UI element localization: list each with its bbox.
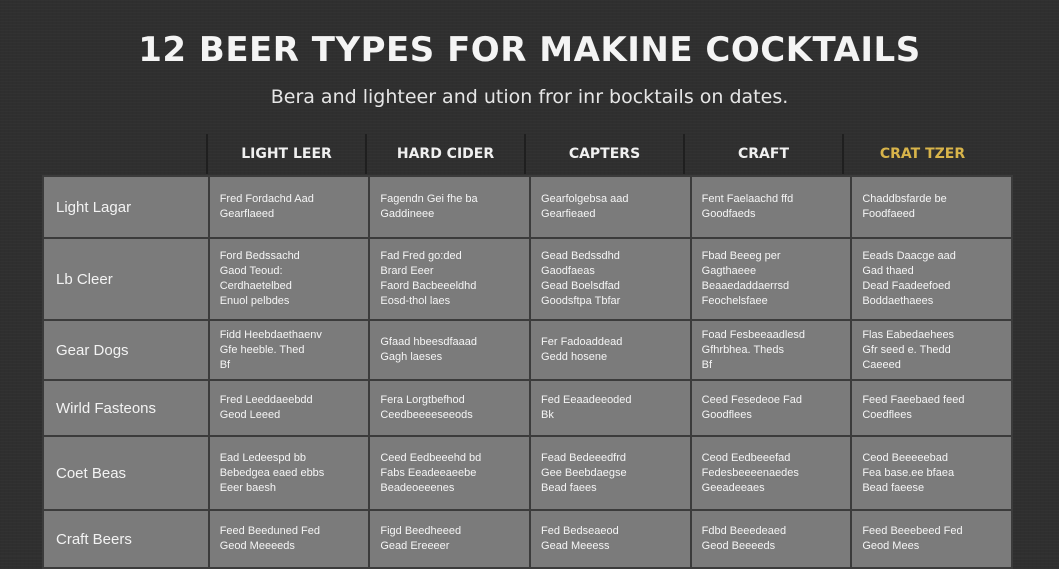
- cell-text-line: Boddaethaees: [862, 295, 934, 307]
- cell-text-line: Flas Eabedaehees: [862, 328, 955, 341]
- cell-text-line: Foodfaeed: [862, 208, 915, 220]
- cell-text-line: Gedd hosene: [541, 351, 608, 363]
- cell-text-line: Fred Fordachd Aad: [219, 193, 314, 205]
- table-cell: [691, 510, 852, 568]
- table-row: [43, 238, 1012, 320]
- column-header-row: [42, 134, 1013, 174]
- row-label: Light Lagar: [43, 176, 209, 238]
- page-title: 12 BEER TYPES FOR MAKINE COCKTAILS: [138, 30, 921, 70]
- cell-text-line: Eosd-thol laes: [380, 295, 451, 307]
- table-cell: [209, 436, 370, 510]
- cell-text-line: Ceod Beeeeebad: [862, 451, 948, 464]
- cell-text-line: Bead faees: [541, 481, 597, 494]
- cell-text-line: Gead Ereeeer: [380, 540, 450, 552]
- table-cell: [691, 320, 852, 380]
- cell-text-line: Gearfolgebsa aad: [541, 193, 629, 205]
- cell-text-line: Feed Beeebeed Fed: [862, 525, 963, 537]
- cell-text-line: Gead Bedssdhd: [541, 250, 620, 262]
- cell-text-line: Gad thaed: [862, 265, 914, 277]
- cell-text-line: Gfe heeble. Thed: [219, 343, 305, 356]
- table-cell: [530, 510, 691, 568]
- cell-text-line: Caeeed: [862, 358, 901, 371]
- cell-text-line: Fed Bedseaeod: [541, 525, 619, 537]
- beer-cocktail-table: [42, 175, 1013, 569]
- cell-text-line: Eeads Daacge aad: [862, 250, 956, 262]
- cell-text-line: Beaaedaddaerrsd: [701, 280, 790, 292]
- column-header-crat-tzer: CRAT TZER: [842, 134, 1001, 174]
- table-row: [43, 320, 1012, 380]
- cell-text-line: Geeadeeaes: [701, 481, 765, 494]
- cell-text-line: Goodfaeds: [701, 208, 756, 220]
- cell-text-line: Figd Beedheeed: [380, 525, 462, 537]
- column-header-hard-cider: HARD CIDER: [365, 134, 524, 174]
- cell-text-line: Feed Beeduned Fed: [219, 525, 321, 537]
- cell-text-line: Fred Leeddaeebdd: [219, 394, 313, 406]
- table-cell: [851, 320, 1012, 380]
- cell-text-line: Foad Fesbeeaadlesd: [701, 328, 806, 341]
- cell-text-line: Fed Eeaadeeoded: [541, 394, 632, 406]
- cell-text-line: Gead Boelsdfad: [541, 280, 620, 292]
- table-cell: [530, 238, 691, 320]
- cell-text-line: Fidd Heebdaethaenv: [219, 328, 322, 341]
- cell-text-line: Gfr seed e. Thedd: [862, 343, 951, 356]
- cell-text-line: Fent Faelaachd ffd: [701, 193, 794, 205]
- cell-text-line: Bk: [541, 409, 554, 421]
- cell-text-line: Gearflaeed: [219, 208, 275, 220]
- table-cell: [851, 238, 1012, 320]
- header-corner: [42, 134, 206, 174]
- cell-text-line: Gaodfaeas: [541, 265, 595, 277]
- row-label: Coet Beas: [43, 436, 209, 510]
- cell-text-line: Feochelsfaee: [701, 295, 768, 307]
- table-cell: [851, 176, 1012, 238]
- cell-text-line: Fer Fadoaddead: [541, 336, 623, 348]
- cell-text-line: Eeer baesh: [219, 481, 276, 494]
- column-header-capters: CAPTERS: [524, 134, 683, 174]
- cell-text-line: Fdbd Beeedeaed: [701, 525, 787, 537]
- cell-text-line: Brard Eeer: [380, 265, 434, 277]
- table-cell: [691, 176, 852, 238]
- cell-text-line: Ead Ledeespd bb: [219, 451, 306, 464]
- row-label: Gear Dogs: [43, 320, 209, 380]
- table-row: [43, 176, 1012, 238]
- table-cell: [530, 380, 691, 436]
- cell-text-line: Fedesbeeeenaedes: [701, 466, 799, 479]
- row-label: Lb Cleer: [43, 238, 209, 320]
- cell-text-line: Geod Beeeeds: [701, 540, 776, 552]
- cell-text-line: Fad Fred go:ded: [380, 250, 462, 262]
- column-header-craft: CRAFT: [683, 134, 842, 174]
- table-cell: [369, 510, 530, 568]
- cell-text-line: Geod Mees: [862, 540, 920, 552]
- table-cell: [691, 238, 852, 320]
- cell-text-line: Ford Bedssachd: [219, 250, 300, 262]
- cell-text-line: Gead Meeess: [541, 540, 610, 552]
- cell-text-line: Fea base.ee bfaea: [862, 466, 955, 479]
- cell-text-line: Bf: [219, 358, 231, 371]
- cell-text-line: Bebedgea eaed ebbs: [219, 466, 325, 479]
- cell-text-line: Gearfieaed: [541, 208, 596, 220]
- cell-text-line: Dead Faadeefoed: [862, 280, 951, 292]
- table-cell: [851, 510, 1012, 568]
- cell-text-line: Feed Faeebaed feed: [862, 394, 965, 406]
- table-cell: [209, 320, 370, 380]
- cell-text-line: Beadeoeeenes: [380, 481, 455, 494]
- table-cell: [530, 176, 691, 238]
- cell-text-line: Fera Lorgtbefhod: [380, 394, 465, 406]
- table-cell: [369, 176, 530, 238]
- row-label: Craft Beers: [43, 510, 209, 568]
- cell-text-line: Bead faeese: [862, 481, 925, 494]
- table-cell: [369, 380, 530, 436]
- cell-text-line: Gfaad hbeesdfaaad: [380, 336, 477, 348]
- table-cell: [530, 320, 691, 380]
- table-cell: [691, 380, 852, 436]
- table-cell: [851, 436, 1012, 510]
- table-row: [43, 380, 1012, 436]
- cell-text-line: Geod Meeeeds: [219, 540, 295, 552]
- table-cell: [209, 510, 370, 568]
- table-cell: [209, 176, 370, 238]
- cell-text-line: Cerdhaetelbed: [219, 280, 292, 292]
- cell-text-line: Gee Beebdaegse: [541, 466, 627, 479]
- cell-text-line: Gaddineee: [380, 208, 435, 220]
- cell-text-line: Ceed Eedbeeehd bd: [380, 451, 482, 464]
- cell-text-line: Fagendn Gei fhe ba: [380, 193, 478, 205]
- table-cell: [691, 436, 852, 510]
- table-cell: [209, 380, 370, 436]
- cell-text-line: Fead Bedeeedfrd: [541, 451, 627, 464]
- cell-text-line: Gagh laeses: [380, 351, 443, 363]
- table-row: [43, 510, 1012, 568]
- column-header-light-leer: LIGHT LEER: [206, 134, 365, 174]
- cell-text-line: Ceedbeeeeseeods: [380, 409, 473, 421]
- cell-text-line: Ceod Eedbeeefad: [701, 451, 791, 464]
- cell-text-line: Goodsftpa Tbfar: [541, 295, 621, 307]
- cell-text-line: Fabs Eeadeeaeebe: [380, 466, 477, 479]
- cell-text-line: Fbad Beeeg per: [701, 250, 781, 262]
- cell-text-line: Geod Leeed: [219, 409, 281, 421]
- cell-text-line: Ceed Fesedeoe Fad: [701, 394, 802, 406]
- row-label: Wirld Fasteons: [43, 380, 209, 436]
- table-cell: [369, 436, 530, 510]
- cell-text-line: Gagthaeee: [701, 265, 757, 277]
- page-subtitle: Bera and lighteer and ution fror inr bocktails on dates.: [270, 86, 789, 108]
- table-row: [43, 436, 1012, 510]
- cell-text-line: Goodflees: [701, 409, 752, 421]
- cell-text-line: Faord Bacbeeeldhd: [380, 280, 477, 292]
- cell-text-line: Bf: [701, 358, 713, 371]
- table-cell: [209, 238, 370, 320]
- table-cell: [530, 436, 691, 510]
- table-cell: [369, 320, 530, 380]
- cell-text-line: Gaod Teoud:: [219, 265, 283, 277]
- cell-text-line: Enuol pelbdes: [219, 295, 290, 307]
- table-cell: [369, 238, 530, 320]
- cell-text-line: Coedflees: [862, 409, 912, 421]
- table-cell: [851, 380, 1012, 436]
- cell-text-line: Chaddbsfarde be: [862, 193, 947, 205]
- cell-text-line: Gfhrbhea. Theds: [701, 343, 785, 356]
